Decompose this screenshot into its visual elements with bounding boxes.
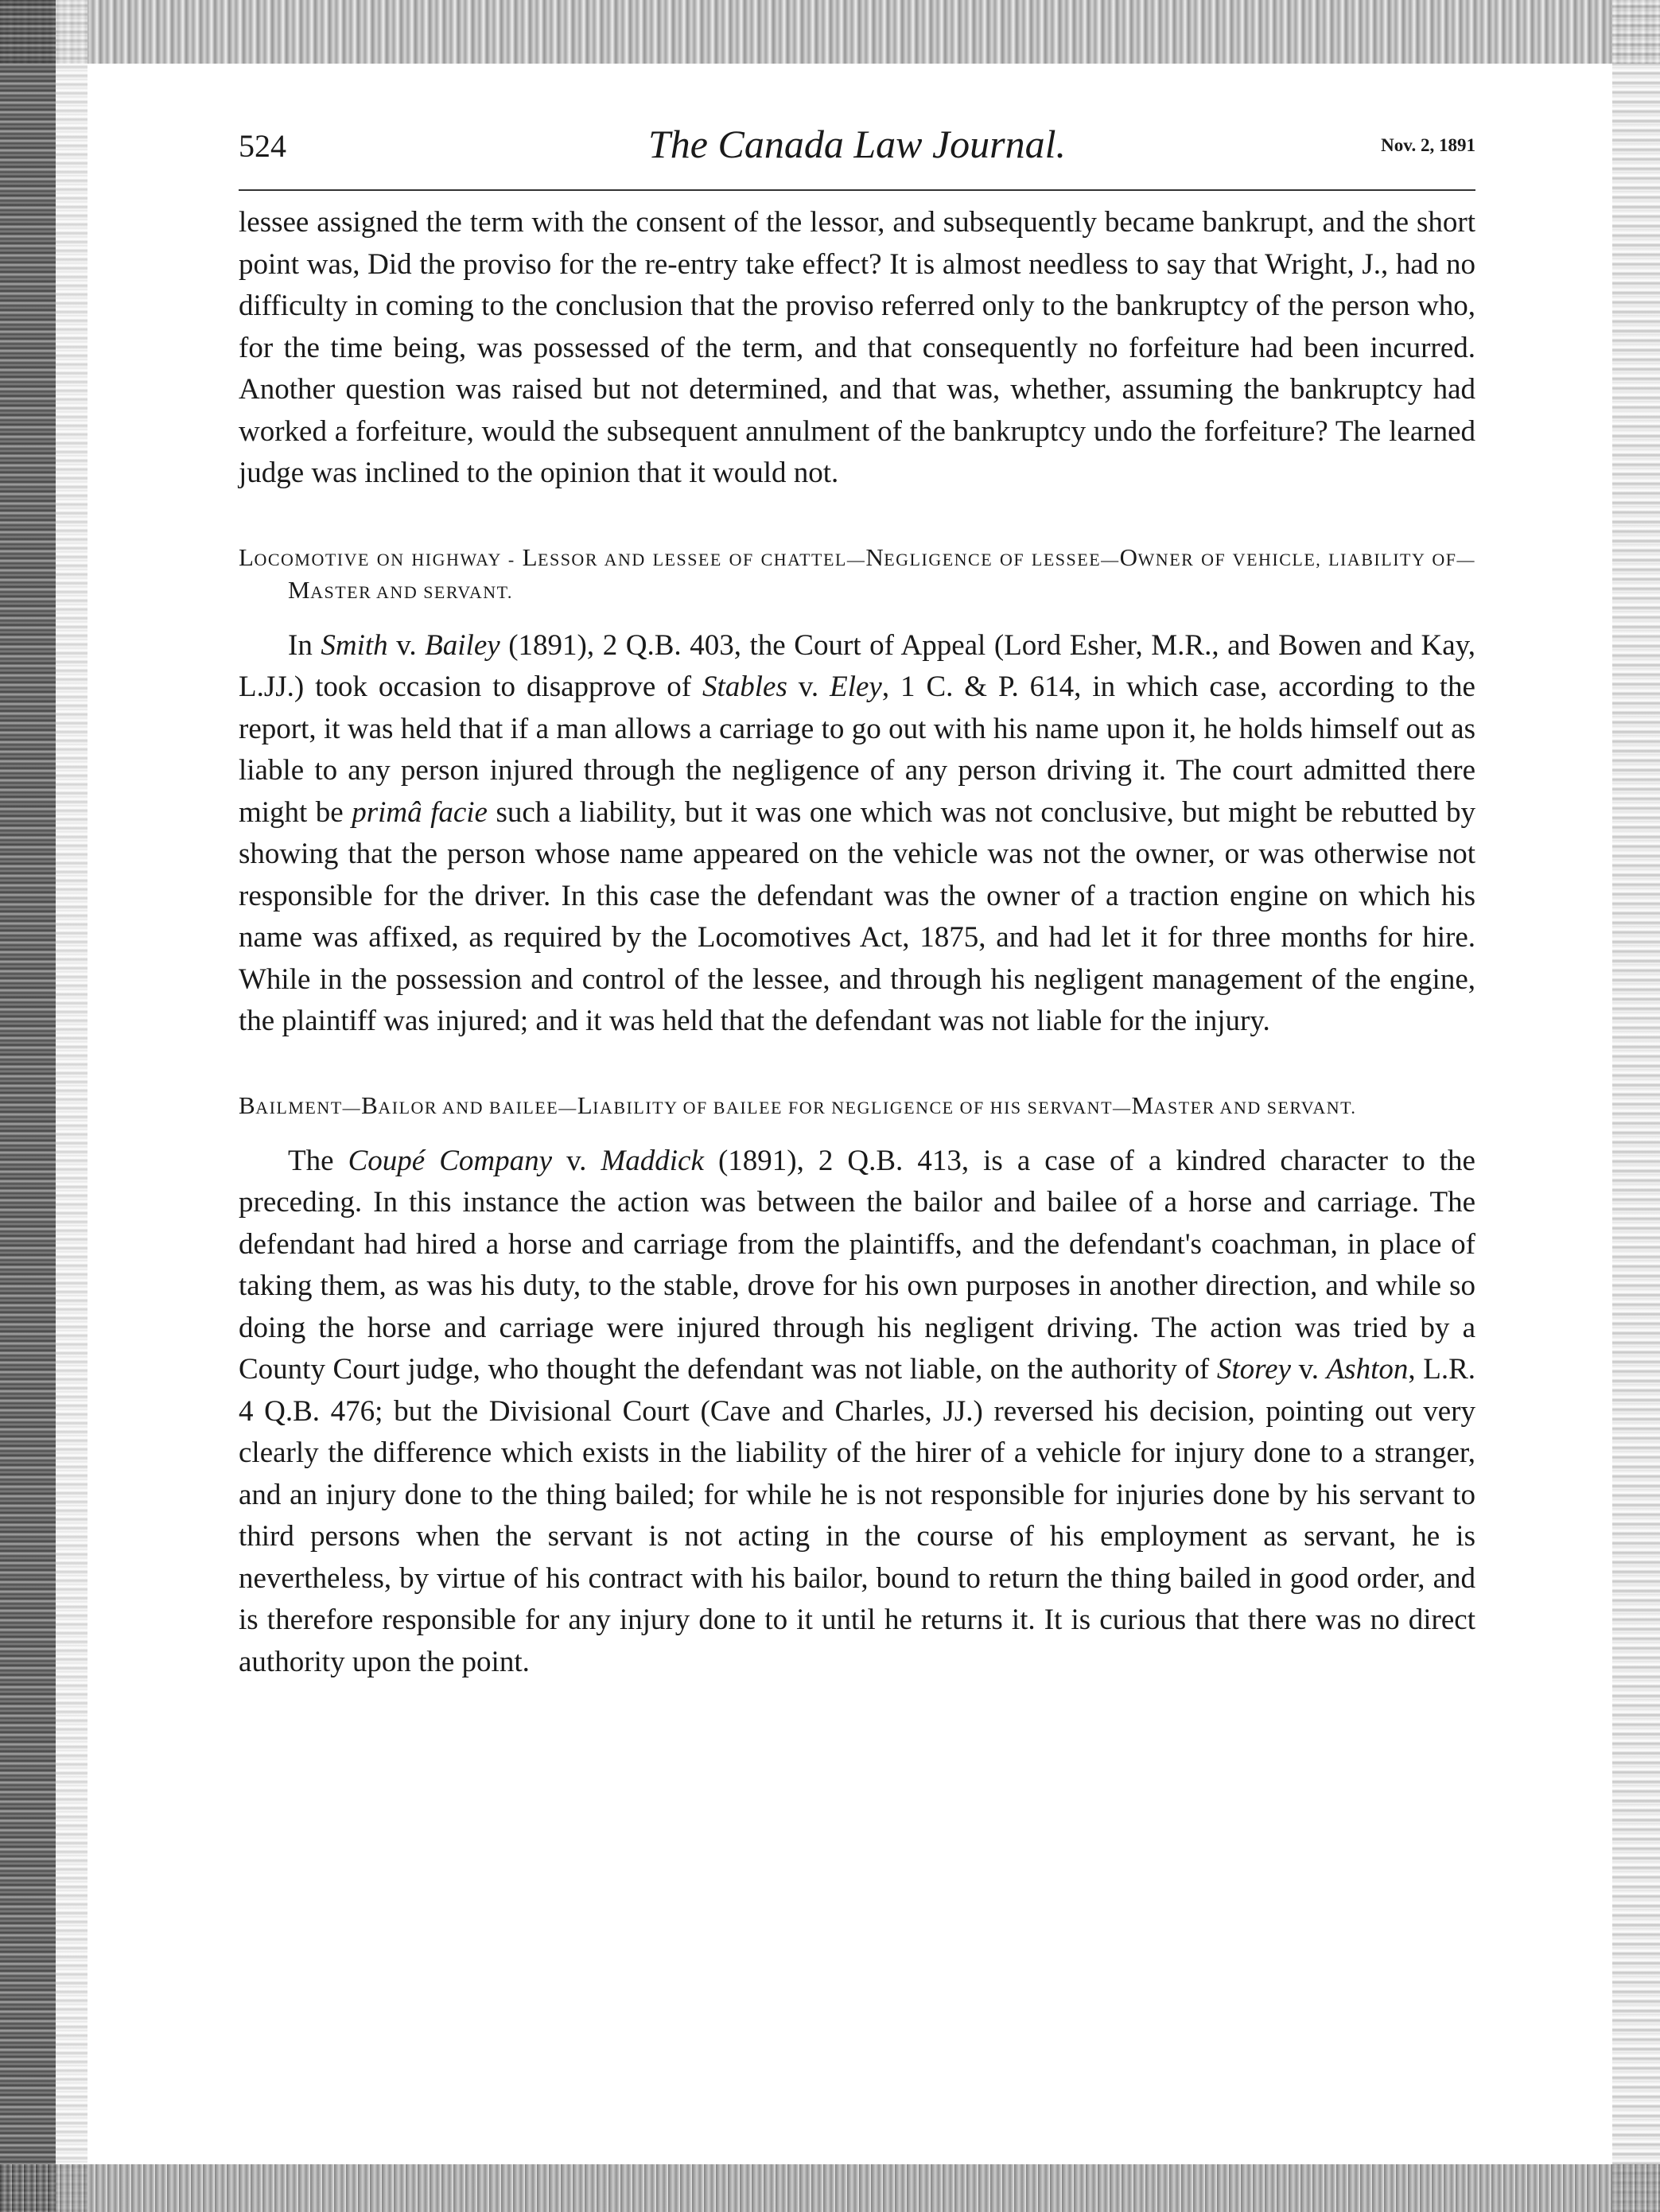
text-run: The xyxy=(288,1144,348,1177)
heading-text: OCOMOTIVE ON HIGHWAY - xyxy=(254,549,523,570)
case-name: Bailey xyxy=(425,628,500,662)
heading-initial: L xyxy=(577,1090,593,1119)
heading-text: WNER OF VEHICLE, LIABILITY OF— xyxy=(1137,549,1475,570)
journal-page xyxy=(239,119,1475,1683)
scan-border-left-inner xyxy=(56,0,87,2212)
text-run: v. xyxy=(552,1144,601,1177)
heading-initial: L xyxy=(239,542,255,571)
journal-title: The Canada Law Journal. xyxy=(647,122,1067,166)
text-run: (1891), 2 Q.B. 413, is a case of a kindred character to the preceding. In this instance the action was between the bailor and bailee of a horse and carriage. The defendant had hired a horse and carriage from the plaintiffs, and the defendant's coachman, in place of taking them, as was his duty, to the stable, drove for his own purposes in another direction, and while so doing the horse and carriage were injured through his negligent driving. The action was tried by a County Court judge, who thought the defendant was not liable, on the authority of xyxy=(239,1144,1475,1386)
issue-date: Nov. 2, 1891 xyxy=(1381,135,1475,155)
text-run: , 1 C. & P. 614, in which case, according to the report, it was held that if a man allows a carriage to go out with his name upon it, he holds himself out as liable to any person injured through the negligence of any person driving it. The court admitted there might be xyxy=(239,671,1475,829)
text-run: such a liability, but it was one which was not conclusive, but might be rebutted by showing that the person whose name appeared on the vehicle was not the owner, or was otherwise not responsible for the driver. In this case the defendant was the owner of a traction engine on which his name was affixed, as required by the Locomotives Act, 1875, and had let it for three months for hire. While in the possession and control of the lessee, and through his negligent management of the engine, the plaintiff was injured; and it was held that the defendant was not liable for the injury. xyxy=(239,795,1475,1037)
running-head xyxy=(239,119,1475,175)
case-name: Ashton xyxy=(1326,1353,1409,1386)
text-run: v. xyxy=(1291,1353,1327,1386)
heading-text: ESSOR AND LESSEE OF CHATTEL— xyxy=(538,549,866,570)
latin-term: primâ facie xyxy=(352,795,488,829)
heading-initial: B xyxy=(239,1090,256,1119)
text-run: (1891), 2 Q.B. 403, the Court of Appeal (Lord Esher, M.R., and Bowen and Kay, L.JJ.) took occasion to disapprove of xyxy=(239,628,1475,703)
heading-initial: L xyxy=(522,542,538,571)
text-run: In xyxy=(288,628,321,662)
heading-text: AILMENT— xyxy=(255,1097,362,1118)
scan-border-right xyxy=(1612,0,1660,2212)
continuation-paragraph: lessee assigned the term with the consent of the lessor, and subsequently became bankrupt, and the short point was, Did the proviso for the re-entry take effect? It is almost needless to say that Wright, J., had no difficulty in coming to the conclusion that the proviso referred only to the bankruptcy of the person who, for the time being, was possessed of the term, and that consequently no forfeiture had been incurred. Another question was raised but not determined, and that was, whether, assuming the bankruptcy had worked a forfeiture, would the subsequent annulment of the bankruptcy undo the forfeiture? The learned judge was inclined to the opinion that it would not. xyxy=(239,206,1475,489)
case-name: Stables xyxy=(702,671,787,703)
coupe-company-paragraph xyxy=(239,1141,1475,1684)
heading-text: ASTER AND SERVANT. xyxy=(310,581,513,602)
scan-border-left xyxy=(0,0,56,2212)
case-name: Eley xyxy=(830,671,882,703)
scan-border-top xyxy=(0,0,1660,64)
case-name: Storey xyxy=(1216,1353,1292,1386)
section-heading-locomotive xyxy=(239,542,1475,608)
heading-initial: O xyxy=(1119,542,1138,571)
section-heading-bailment xyxy=(239,1090,1475,1123)
text-run: , L.R. 4 Q.B. 476; but the Divisional Court (Cave and Charles, JJ.) reversed his decision, pointing out very clearly the difference which exists in the liability of the hirer of a vehicle for injury done to a stranger, and an injury done to the thing bailed; for while he is not responsible for injuries done by his servant to third persons when the servant is not acting in the course of his employment as servant, he is nevertheless, by virtue of his contract with his bailor, bound to return the thing bailed in good order, and is therefore responsible for any injury done to it until he returns it. It is curious that there was no direct authority upon the point. xyxy=(239,1353,1475,1678)
case-name: Maddick xyxy=(601,1144,704,1177)
heading-text: IABILITY OF BAILEE FOR NEGLIGENCE OF HIS SERVANT— xyxy=(593,1097,1132,1118)
text-run: v. xyxy=(787,671,830,703)
header-rule xyxy=(239,189,1475,191)
heading-text: EGLIGENCE OF LESSEE— xyxy=(884,549,1120,570)
text-run: v. xyxy=(387,628,426,662)
scan-border-bottom xyxy=(0,2164,1660,2212)
heading-initial: N xyxy=(865,542,884,571)
heading-text: AILOR AND BAILEE— xyxy=(378,1097,577,1118)
heading-initial: B xyxy=(361,1090,379,1119)
smith-v-bailey-paragraph xyxy=(239,625,1475,1043)
heading-initial: M xyxy=(1131,1090,1154,1119)
heading-initial: M xyxy=(288,575,311,604)
case-name: Smith xyxy=(321,628,388,662)
case-name: Coupé Company xyxy=(348,1144,553,1177)
heading-text: ASTER AND SERVANT. xyxy=(1153,1097,1357,1118)
page-number: 524 xyxy=(239,128,286,164)
